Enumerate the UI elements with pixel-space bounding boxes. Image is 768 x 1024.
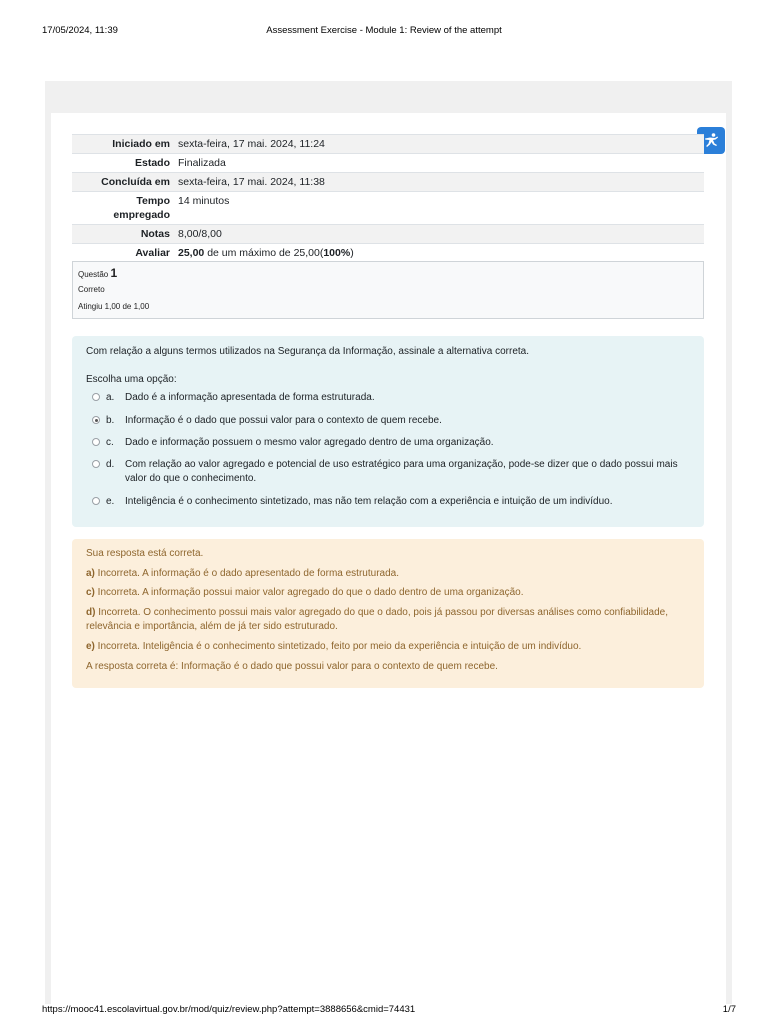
marks-value: 8,00/8,00 — [174, 225, 704, 244]
print-datetime: 17/05/2024, 11:39 — [42, 25, 118, 36]
time-label-line-2: empregado — [113, 209, 170, 221]
option-letter: a. — [106, 392, 115, 403]
option-text: Dado é a informação apresentada de forma estruturada. — [125, 392, 375, 403]
completed-value: sexta-feira, 17 mai. 2024, 11:38 — [174, 173, 704, 192]
question-number — [78, 266, 117, 280]
option-text: Informação é o dado que possui valor para o contexto de quem recebe. — [125, 415, 442, 426]
option-letter: c. — [106, 437, 114, 448]
summary-row-started — [72, 135, 704, 154]
option-letter: b. — [106, 415, 115, 426]
radio-d[interactable] — [92, 460, 100, 468]
question-label: Questão — [78, 270, 109, 279]
feedback-text: Incorreta. O conhecimento possui mais valor agregado do que o dado, pois já passou por diversas análises como confiabilidade, relevância e importância, além de já ter sido estruturado. — [86, 607, 669, 632]
question-formulation — [72, 336, 704, 527]
started-value: sexta-feira, 17 mai. 2024, 11:24 — [174, 135, 704, 154]
radio-c[interactable] — [92, 438, 100, 446]
print-page-number: 1/7 — [722, 1004, 736, 1015]
grade-middle: de um máximo de 25,00( — [204, 247, 324, 259]
radio-a[interactable] — [92, 393, 100, 401]
marks-label: Notas — [72, 225, 174, 244]
radio-e[interactable] — [92, 497, 100, 505]
feedback-item-d — [86, 606, 686, 634]
question-state: Correto — [78, 285, 105, 294]
attempt-summary-table — [72, 134, 704, 263]
summary-row-time — [72, 192, 704, 225]
right-answer: A resposta correta é: Informação é o dado que possui valor para o contexto de quem recebe. — [86, 661, 498, 672]
option-letter: d. — [106, 459, 115, 470]
question-info-box — [72, 261, 704, 319]
accessibility-icon — [702, 132, 720, 150]
feedback-label: a) — [86, 568, 95, 579]
option-text: Dado e informação possuem o mesmo valor agregado dentro de uma organização. — [125, 437, 494, 448]
summary-row-grade — [72, 244, 704, 263]
feedback-label: d) — [86, 607, 96, 618]
feedback-text: Incorreta. A informação é o dado apresentado de forma estruturada. — [94, 568, 399, 579]
question-number-value: 1 — [110, 266, 118, 280]
radio-b-selected[interactable] — [92, 416, 100, 424]
grade-score: 25,00 — [178, 247, 205, 259]
summary-row-state — [72, 154, 704, 173]
started-label: Iniciado em — [72, 135, 174, 154]
question-text: Com relação a alguns termos utilizados na Segurança da Informação, assinale a alternativa correta. — [86, 346, 530, 357]
feedback-item-c — [86, 586, 686, 600]
completed-label: Concluída em — [72, 173, 174, 192]
feedback-label: e) — [86, 641, 95, 652]
summary-row-completed — [72, 173, 704, 192]
option-text: Com relação ao valor agregado e potencial de uso estratégico para uma organização, pode-se dizer que o dado possui mais valor do que o conhecimento. — [125, 459, 678, 484]
print-header — [0, 25, 768, 39]
print-url: https://mooc41.escolavirtual.gov.br/mod/quiz/review.php?attempt=3888656&cmid=74431 — [42, 1004, 416, 1015]
time-value: 14 minutos — [178, 195, 230, 207]
grade-percent: 100% — [323, 247, 351, 259]
question-grade: Atingiu 1,00 de 1,00 — [78, 302, 150, 311]
state-value: Finalizada — [178, 157, 226, 169]
state-label: Estado — [134, 157, 170, 169]
feedback-intro: Sua resposta está correta. — [86, 548, 204, 559]
option-letter: e. — [106, 496, 115, 507]
feedback-text: Incorreta. Inteligência é o conhecimento sintetizado, feito por meio da experiência e intuição de um indivíduo. — [94, 641, 582, 652]
time-label-line-1: Tempo — [136, 195, 170, 207]
feedback-box — [72, 539, 704, 688]
grade-end: ) — [350, 247, 354, 259]
grade-value — [174, 244, 704, 263]
print-title: Assessment Exercise - Module 1: Review of the attempt — [266, 25, 502, 36]
summary-row-marks — [72, 225, 704, 244]
feedback-item-a — [86, 567, 686, 581]
feedback-item-e — [86, 640, 686, 654]
feedback-text: Incorreta. A informação possui maior valor agregado do que o dado dentro de uma organização. — [94, 587, 524, 598]
choose-option-prompt: Escolha uma opção: — [86, 374, 177, 385]
option-text: Inteligência é o conhecimento sintetizado, mas não tem relação com a experiência e intuição de um indivíduo. — [125, 496, 613, 507]
grade-label: Avaliar — [135, 247, 170, 259]
feedback-label: c) — [86, 587, 95, 598]
time-label — [72, 192, 174, 225]
